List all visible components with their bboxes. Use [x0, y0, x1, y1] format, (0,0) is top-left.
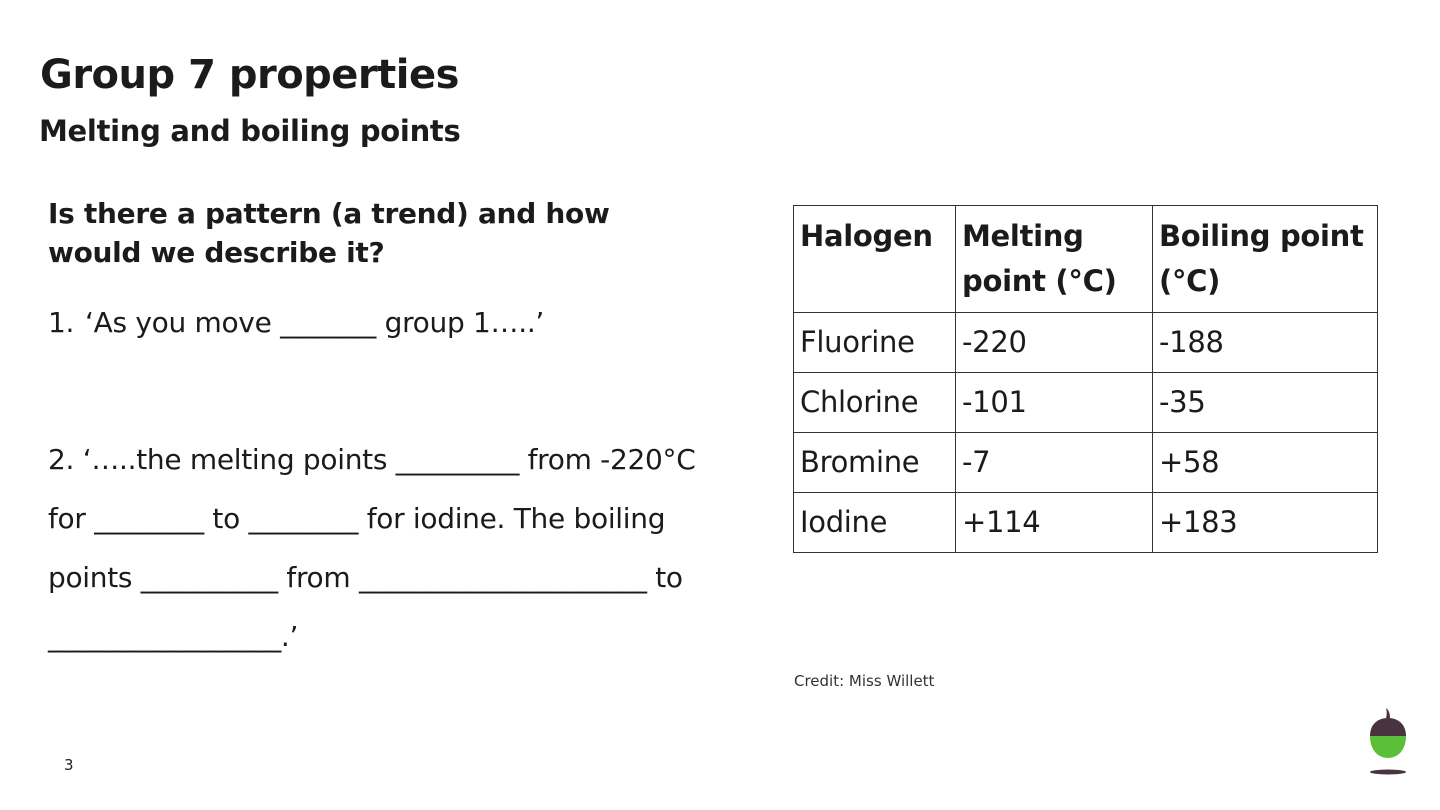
- table-row: [794, 433, 1378, 493]
- halogen-name: Fluorine: [794, 313, 956, 373]
- melting-point: -7: [956, 433, 1153, 493]
- melting-point: -220: [956, 313, 1153, 373]
- header-melting-point: Melting point (°C): [956, 206, 1153, 313]
- question-1-text: ‘As you move _______ group 1…..’: [85, 306, 545, 339]
- table-row: [794, 373, 1378, 433]
- halogen-data-table: [793, 205, 1378, 553]
- table-row: [794, 493, 1378, 553]
- halogen-name: Chlorine: [794, 373, 956, 433]
- halogen-name: Iodine: [794, 493, 956, 553]
- melting-point: -101: [956, 373, 1153, 433]
- header-boiling-point: Boiling point (°C): [1153, 206, 1378, 313]
- page-title: Group 7 properties: [40, 52, 459, 98]
- question-1: [48, 303, 588, 343]
- boiling-point: +58: [1153, 433, 1378, 493]
- melting-point: +114: [956, 493, 1153, 553]
- credit-text: Credit: Miss Willett: [794, 672, 935, 690]
- acorn-icon: [1364, 706, 1412, 778]
- halogen-name: Bromine: [794, 433, 956, 493]
- boiling-point: -188: [1153, 313, 1378, 373]
- boiling-point: -35: [1153, 373, 1378, 433]
- question-2-text: 2. ‘…..the melting points _________ from -220°C for ________ to ________ for iodine. The boiling points __________ from _____________________ to _________________.’: [48, 443, 696, 653]
- page-subtitle: Melting and boiling points: [39, 114, 461, 148]
- question-1-number: 1.: [48, 306, 75, 339]
- header-halogen: Halogen: [794, 206, 956, 313]
- table-header-row: [794, 206, 1378, 313]
- question-prompt: Is there a pattern (a trend) and how would we describe it?: [48, 197, 610, 269]
- page-number: 3: [64, 756, 74, 774]
- table-row: [794, 313, 1378, 373]
- boiling-point: +183: [1153, 493, 1378, 553]
